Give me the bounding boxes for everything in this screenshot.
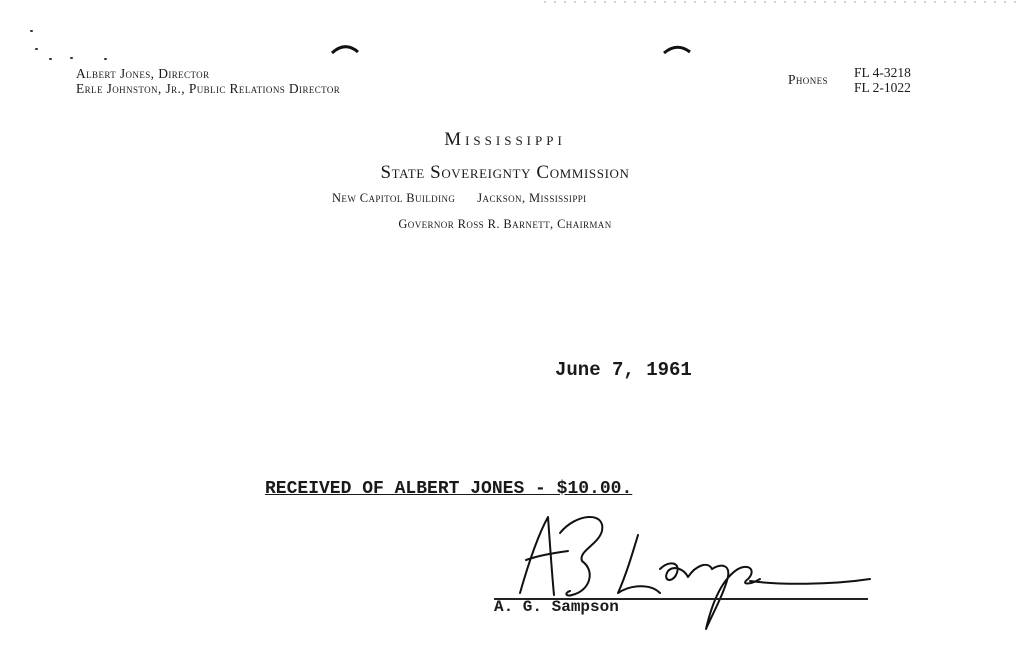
phones-label: Phones — [788, 72, 828, 87]
letter-date: June 7, 1961 — [555, 359, 692, 381]
org-name: State Sovereignty Commission — [380, 162, 630, 183]
receipt-text: RECEIVED OF ALBERT JONES - $10.00. — [265, 479, 633, 499]
paper-speck — [30, 30, 33, 32]
phone-number: FL 2-1022 — [854, 80, 911, 95]
paper-speck — [70, 57, 73, 59]
director-line: Albert Jones, Director — [76, 66, 210, 81]
punch-hole-mark-right — [662, 40, 692, 56]
paper-speck — [49, 58, 52, 60]
chairman-line: Governor Ross R. Barnett, Chairman — [398, 217, 612, 231]
org-state: Mississippi — [444, 129, 566, 150]
phone-numbers — [854, 65, 911, 95]
address-city: Jackson, Mississippi — [477, 191, 587, 205]
paper-speck — [35, 48, 38, 50]
staff-list — [76, 66, 340, 96]
address-building: New Capitol Building — [332, 191, 456, 205]
paper-speck — [104, 58, 107, 60]
signer-name: A. G. Sampson — [494, 598, 619, 616]
punch-hole-mark-left — [330, 40, 360, 56]
phone-number: FL 4-3218 — [854, 65, 911, 80]
pr-director-line: Erle Johnston, Jr., Public Relations Director — [76, 81, 341, 96]
address-line — [332, 191, 587, 206]
page-edge-perforation — [540, 0, 1020, 4]
